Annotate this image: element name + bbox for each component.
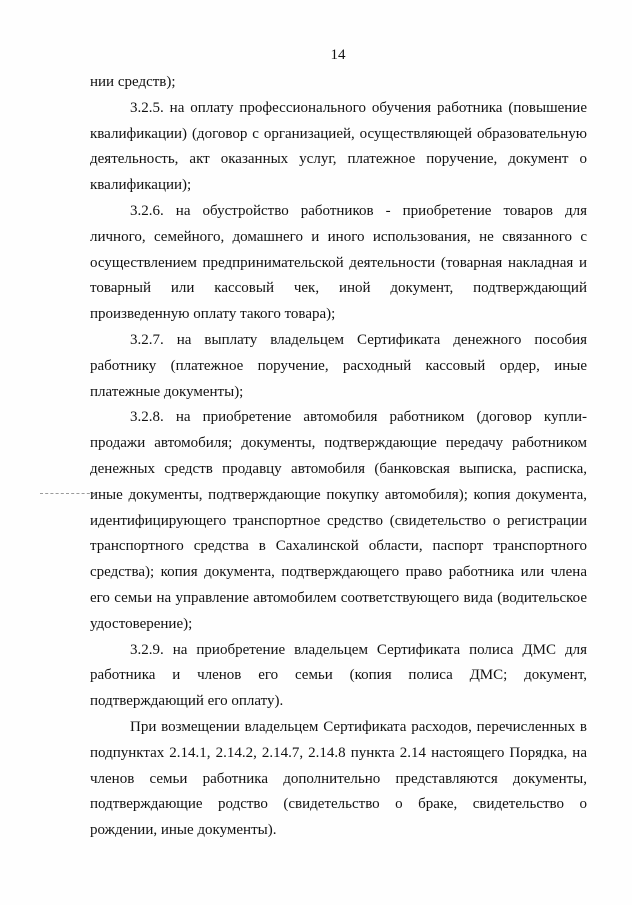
paragraph-continuation: нии средств);: [90, 74, 176, 90]
paragraph-3-2-5: 3.2.5. на оплату профессионального обучения работника (повышение квалификации) (договор с организацией, осуществляющей образовательную деятельность, акт оказанных услуг, платежное поручение, документ о квалификации);: [90, 99, 587, 194]
document-body: [90, 70, 587, 844]
paragraph-family-members: При возмещении владельцем Сертификата расходов, перечисленных в подпунктах 2.14.1, 2.14.2, 2.14.7, 2.14.8 пункта 2.14 настоящего Порядка, на членов семьи работника дополнительно представляются документы, подтверждающие родство (свидетельство о браке, свидетельство о рождении, иные документы).: [90, 718, 587, 839]
paragraph-3-2-8: 3.2.8. на приобретение автомобиля работником (договор купли-продажи автомобиля; документы, подтверждающие передачу работником денежных средств продавцу автомобиля (банковская выписка, расписка, иные документы, подтверждающие покупку автомобиля); копия документа, идентифицирующего транспортное средство (свидетельство о регистрации транспортного средства в Сахалинской области, паспорт транспортного средства); копия документа, подтверждающего право работника или члена его семьи на управление автомобилем соответствующего вида (водительское удостоверение);: [90, 409, 587, 632]
margin-scan-mark: [40, 493, 95, 494]
paragraph-3-2-7: 3.2.7. на выплату владельцем Сертификата денежного пособия работнику (платежное поручение, расходный кассовый ордер, иные платежные документы);: [90, 331, 587, 400]
paragraph-3-2-6: 3.2.6. на обустройство работников - приобретение товаров для личного, семейного, домашнего и иного использования, не связанного с осуществлением предпринимательской деятельности (товарная накладная и товарный или кассовый чек, иной документ, подтверждающий произведенную оплату такого товара);: [90, 202, 587, 323]
paragraph-3-2-9: 3.2.9. на приобретение владельцем Сертификата полиса ДМС для работника и членов его семьи (копия полиса ДМС; документ, подтверждающий его оплату).: [90, 641, 587, 710]
page-number: 14: [330, 47, 346, 63]
